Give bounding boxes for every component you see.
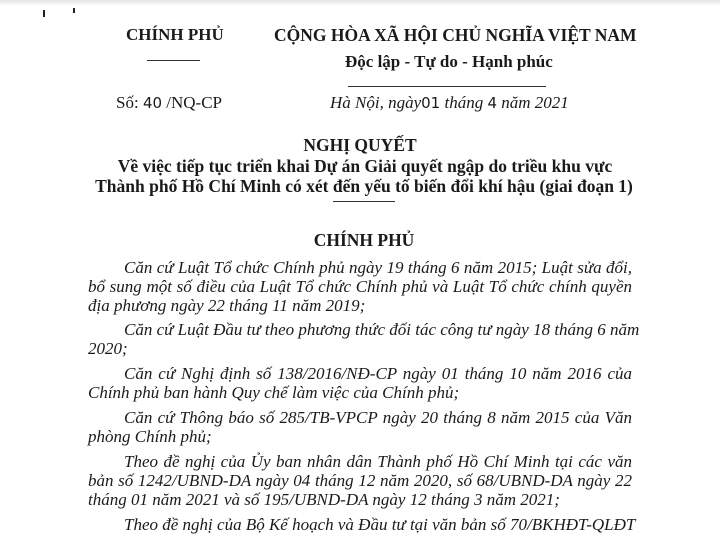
month-handwritten: 4: [487, 94, 498, 112]
body-line: 2020;: [88, 339, 128, 358]
subject-line-1: Về việc tiếp tục triển khai Dự án Giải quyết ngập do triều khu vực: [117, 156, 613, 176]
issuer-name: CHÍNH PHỦ: [126, 25, 224, 44]
title-divider: [333, 201, 395, 202]
issuer-divider: [147, 60, 200, 61]
document-date: [330, 94, 569, 112]
authority-heading: CHÍNH PHỦ: [313, 230, 415, 250]
month-label: tháng: [444, 93, 484, 112]
body-line: Theo đề nghị của Bộ Kế hoạch và Đầu tư tại văn bản số 70/BKHĐT-QLĐT: [124, 515, 636, 534]
body-line: Căn cứ Nghị định số 138/2016/NĐ-CP ngày 01 tháng 10 năm 2016 của: [124, 364, 632, 383]
document-type: NGHỊ QUYẾT: [303, 135, 417, 155]
national-motto: Độc lập - Tự do - Hạnh phúc: [345, 52, 553, 71]
number-prefix: Số:: [116, 93, 139, 112]
body-line: Chính phủ ban hành Quy chế làm việc của Chính phủ;: [88, 383, 460, 402]
body-line: Căn cứ Luật Tổ chức Chính phủ ngày 19 tháng 6 năm 2015; Luật sửa đổi,: [124, 258, 632, 277]
body-line: bản số 1242/UBND-DA ngày 04 tháng 12 năm 2020, số 68/UBND-DA ngày 22: [88, 471, 632, 490]
body-line: Căn cứ Luật Đầu tư theo phương thức đối tác công tư ngày 18 tháng 6 năm: [124, 320, 640, 339]
body-line: bổ sung một số điều của Luật Tổ chức Chính phủ và Luật Tổ chức chính quyền: [88, 277, 632, 296]
year-label: năm 2021: [501, 93, 569, 112]
motto-divider: [348, 86, 546, 87]
document-number: [116, 94, 222, 112]
body-line: Theo đề nghị của Ủy ban nhân dân Thành phố Hồ Chí Minh tại các văn: [124, 452, 632, 471]
nation-name: CỘNG HÒA XÃ HỘI CHỦ NGHĨA VIỆT NAM: [274, 25, 637, 45]
page-top-shadow: [0, 0, 720, 6]
body-line: Căn cứ Thông báo số 285/TB-VPCP ngày 20 tháng 8 năm 2015 của Văn: [124, 408, 632, 427]
date-prefix: Hà Nội, ngày: [330, 93, 422, 112]
scan-mark: [43, 10, 45, 17]
subject-line-2: Thành phố Hồ Chí Minh có xét đến yếu tố biến đổi khí hậu (giai đoạn 1): [95, 176, 633, 196]
body-line: tháng 01 năm 2021 và số 195/UBND-DA ngày 12 tháng 3 năm 2021;: [88, 490, 560, 509]
scan-mark: [73, 8, 75, 13]
body-line: phòng Chính phủ;: [88, 427, 212, 446]
number-handwritten: 40: [142, 94, 163, 112]
body-line: địa phương ngày 22 tháng 11 năm 2019;: [88, 296, 366, 315]
number-suffix: /NQ-CP: [166, 93, 223, 112]
day-handwritten: 01: [421, 94, 441, 112]
